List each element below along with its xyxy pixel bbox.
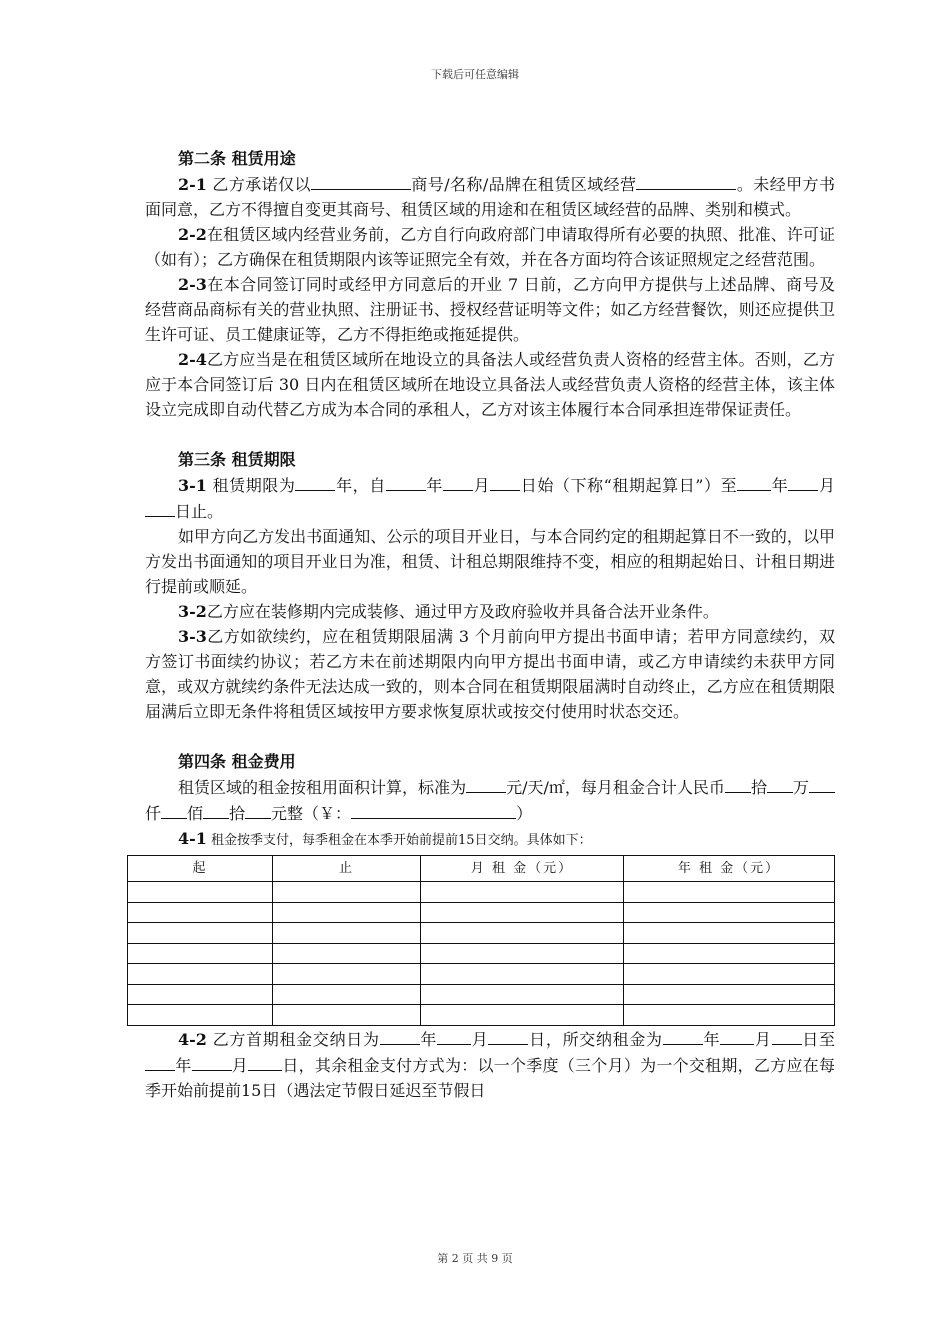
clause-3-2 xyxy=(145,599,835,624)
table-row xyxy=(128,902,835,923)
rent-schedule-table xyxy=(127,855,835,1026)
clause-text: 租赁区域的租金按租用面积计算，标准为 xyxy=(178,778,467,797)
table-row xyxy=(128,943,835,964)
clause-number: 4-1 xyxy=(178,829,207,848)
clause-text: 月 xyxy=(471,1029,489,1049)
table-row xyxy=(128,923,835,944)
clause-text: 元/天/㎡，每月租金合计人民币 xyxy=(506,778,725,797)
table-header-row xyxy=(128,856,835,882)
clause-number: 2-2 xyxy=(178,225,207,244)
blank-field[interactable] xyxy=(437,1026,471,1045)
blank-field[interactable] xyxy=(725,774,751,793)
table-cell[interactable] xyxy=(273,1005,421,1026)
table-cell[interactable] xyxy=(128,964,273,985)
clause-3-1-continued: 如甲方向乙方发出书面通知、公示的项目开业日，与本合同约定的租期起算日不一致的，以甲方发出书面通知的项目开业日为准，租赁、计租总期限维持不变，相应的租期起始日、计租日期进行提前或顺延。 xyxy=(145,527,835,596)
blank-field[interactable] xyxy=(248,1052,282,1071)
table-cell[interactable] xyxy=(128,923,273,944)
blank-field[interactable] xyxy=(720,1026,754,1045)
blank-field[interactable] xyxy=(311,171,411,190)
clause-text: 月 xyxy=(754,1029,772,1049)
clause-text: 乙方应在装修期内完成装修、通过甲方及政府验收并具备合法开业条件。 xyxy=(206,602,719,621)
table-row xyxy=(128,882,835,903)
table-cell[interactable] xyxy=(624,964,835,985)
clause-text: 年 xyxy=(419,1029,438,1049)
table-cell[interactable] xyxy=(421,923,624,944)
page-footer: 第 2 页 共 9 页 xyxy=(437,1252,513,1265)
blank-field[interactable] xyxy=(466,774,506,793)
clause-text: 乙方应当是在租赁区域所在地设立的具备法人或经营负责人资格的经营主体。否则，乙方应于本合同签订后 30 日内在租赁区域所在地设立具备法人或经营负责人资格的经营主体，该主体设立完成即自动代替乙方成为本合同的承租人，乙方对该主体履行本合同承担连带保证责任。 xyxy=(145,350,835,419)
clause-text: 乙方承诺仅以 xyxy=(206,175,311,194)
clause-number: 4-2 xyxy=(178,1029,207,1049)
table-cell[interactable] xyxy=(128,943,273,964)
clause-text: 仟 xyxy=(145,804,162,823)
article-3-title: 第三条 租赁期限 xyxy=(178,450,296,469)
table-cell[interactable] xyxy=(624,902,835,923)
table-cell[interactable] xyxy=(128,984,273,1005)
blank-field[interactable] xyxy=(203,800,229,819)
table-row xyxy=(128,984,835,1005)
clause-text: 乙方首期租金交纳日为 xyxy=(206,1029,380,1049)
table-cell[interactable] xyxy=(624,923,835,944)
table-cell[interactable] xyxy=(273,964,421,985)
clause-text: 。未经甲方书面同意，乙方不得擅自变更其商号、租赁区域的用途和在租赁区域经营的品牌、类别和模式。 xyxy=(145,175,835,219)
table-cell[interactable] xyxy=(128,882,273,903)
blank-field[interactable] xyxy=(737,472,771,491)
table-cell[interactable] xyxy=(421,902,624,923)
blank-field[interactable] xyxy=(245,800,271,819)
table-cell[interactable] xyxy=(273,923,421,944)
blank-field[interactable] xyxy=(490,472,520,491)
table-cell[interactable] xyxy=(273,984,421,1005)
table-cell[interactable] xyxy=(273,882,421,903)
clause-text: 日至 xyxy=(801,1029,835,1049)
table-cell[interactable] xyxy=(624,984,835,1005)
blank-field[interactable] xyxy=(192,1052,232,1071)
clause-text: 月 xyxy=(231,1055,249,1075)
blank-field[interactable] xyxy=(161,800,187,819)
blank-field[interactable] xyxy=(145,1052,175,1071)
clause-number: 3-2 xyxy=(178,602,207,621)
clause-4-2 xyxy=(145,1026,835,1103)
clause-text: 年 xyxy=(425,476,443,495)
blank-field[interactable] xyxy=(767,774,793,793)
table-cell[interactable] xyxy=(273,943,421,964)
clause-3-1 xyxy=(145,472,835,524)
clause-text: 元整（￥： xyxy=(271,804,352,823)
clause-text: 在本合同签订同时或经甲方同意后的开业 7 日前，乙方向甲方提供与上述品牌、商号及经营商品商标有关的营业执照、注册证书、授权经营证明等文件；如乙方经营餐饮，则还应提供卫生许可证、员工健康证等，乙方不得拒绝或拖延提供。 xyxy=(145,275,835,344)
clause-4-1 xyxy=(145,826,835,853)
table-cell[interactable] xyxy=(421,943,624,964)
page-header: 下载后可任意编辑 xyxy=(431,68,519,81)
blank-field[interactable] xyxy=(788,472,818,491)
blank-field[interactable] xyxy=(351,800,516,819)
clause-text: 日止。 xyxy=(175,502,224,521)
table-cell[interactable] xyxy=(624,882,835,903)
clause-2-2 xyxy=(145,222,835,272)
table-cell[interactable] xyxy=(128,902,273,923)
article-4-title: 第四条 租金费用 xyxy=(178,752,296,771)
clause-text: 月 xyxy=(472,476,491,495)
blank-field[interactable] xyxy=(145,498,175,517)
clause-4-intro xyxy=(145,774,835,826)
header-monthly-rent: 月 租 金（元） xyxy=(421,856,624,882)
table-cell[interactable] xyxy=(421,984,624,1005)
clause-number: 3-1 xyxy=(178,476,207,495)
table-cell[interactable] xyxy=(421,882,624,903)
blank-field[interactable] xyxy=(295,472,335,491)
clause-2-1 xyxy=(145,171,835,222)
document-body xyxy=(145,146,835,1103)
clause-2-4 xyxy=(145,347,835,422)
clause-number: 2-3 xyxy=(178,275,207,294)
clause-text: 租金按季支付，每季租金在本季开始前提前15日交纳。具体如下： xyxy=(206,833,592,848)
clause-text: 年 xyxy=(175,1055,192,1075)
header-end: 止 xyxy=(273,856,421,882)
table-cell[interactable] xyxy=(421,1005,624,1026)
blank-field[interactable] xyxy=(636,171,736,190)
clause-text: 在租赁区域内经营业务前，乙方自行向政府部门申请取得所有必要的执照、批准、许可证（如有）；乙方确保在租赁期限内该等证照完全有效，并在各方面均符合该证照规定之经营范围。 xyxy=(145,225,835,269)
clause-2-3 xyxy=(145,272,835,347)
clause-3-3 xyxy=(145,624,835,724)
clause-text: ） xyxy=(516,804,533,823)
blank-field[interactable] xyxy=(443,472,473,491)
header-annual-rent: 年 租 金（元） xyxy=(624,856,835,882)
table-cell[interactable] xyxy=(273,902,421,923)
blank-field[interactable] xyxy=(809,774,835,793)
clause-text: 日，所交纳租金为 xyxy=(528,1029,663,1049)
clause-text: 日，其余租金支付方式为：以一个季度（三个月）为一个交租期，乙方应在每季开始前提前15日（遇法定节假日延迟至节假日 xyxy=(145,1055,835,1100)
table-cell[interactable] xyxy=(128,1005,273,1026)
blank-field[interactable] xyxy=(380,1026,420,1045)
table-cell[interactable] xyxy=(624,1005,835,1026)
clause-text: 月 xyxy=(818,476,835,495)
clause-text: 商号/名称/品牌在租赁区域经营 xyxy=(410,175,637,194)
blank-field[interactable] xyxy=(772,1026,802,1045)
clause-text: 乙方如欲续约，应在租赁期限届满 3 个月前向甲方提出书面申请；若甲方同意续约，双方签订书面续约协议；若乙方未在前述期限内向甲方提出书面申请，或乙方申请续约未获甲方同意，或双方就续约条件无法达成一致的，则本合同在租赁期限届满时自动终止，乙方应在租赁期限届满后立即无条件将租赁区域按甲方要求恢复原状或按交付使用时状态交还。 xyxy=(145,627,835,721)
article-2-title: 第二条 租赁用途 xyxy=(178,149,296,168)
clause-number: 3-3 xyxy=(178,627,207,646)
clause-number: 2-4 xyxy=(178,350,207,369)
blank-field[interactable] xyxy=(663,1026,703,1045)
clause-text: 日始（下称“租期起算日”）至 xyxy=(520,476,738,495)
header-start: 起 xyxy=(128,856,273,882)
clause-text: 拾 xyxy=(229,804,246,823)
clause-text: 佰 xyxy=(187,804,204,823)
clause-text: 年 xyxy=(771,476,789,495)
clause-text: 年，自 xyxy=(335,476,386,495)
clause-text: 拾 xyxy=(750,778,767,797)
clause-text: 年 xyxy=(702,1029,721,1049)
table-cell[interactable] xyxy=(624,943,835,964)
blank-field[interactable] xyxy=(386,472,426,491)
clause-text: 万 xyxy=(792,778,809,797)
clause-number: 2-1 xyxy=(178,175,207,194)
table-cell[interactable] xyxy=(421,964,624,985)
table-row xyxy=(128,1005,835,1026)
clause-text: 租赁期限为 xyxy=(206,476,296,495)
table-row xyxy=(128,964,835,985)
blank-field[interactable] xyxy=(488,1026,528,1045)
